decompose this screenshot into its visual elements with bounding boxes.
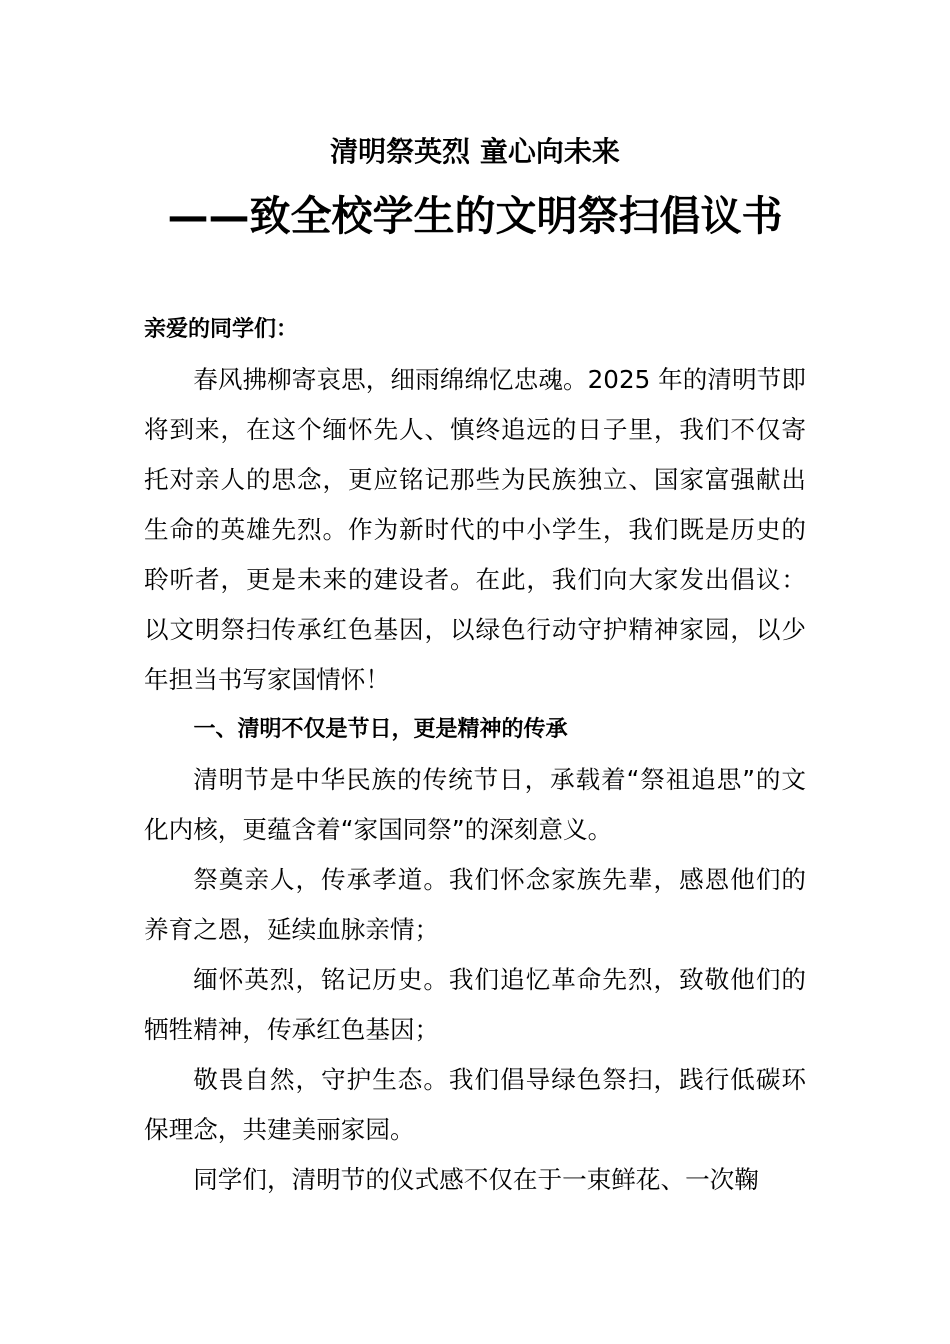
paragraph: 同学们，清明节的仪式感不仅在于一束鲜花、一次鞠 bbox=[193, 1165, 759, 1194]
paragraph: 祭奠亲人，传承孝道。我们怀念家族先辈，感恩他们的养育之恩，延续血脉亲情； bbox=[144, 865, 806, 944]
greeting: 亲爱的同学们： bbox=[144, 317, 299, 342]
document-title: 清明祭英烈 童心向未来 bbox=[330, 135, 620, 168]
paragraph: 敬畏自然，守护生态。我们倡导绿色祭扫，践行低碳环保理念，共建美丽家园。 bbox=[144, 1065, 806, 1144]
document-body bbox=[144, 305, 806, 1205]
paragraph-intro: 春风拂柳寄哀思，细雨绵绵忆忠魂。2025 年的清明节即将到来，在这个缅怀先人、慎终追远的日子里，我们不仅寄托对亲人的思念，更应铭记那些为民族独立、国家富强献出生命的英雄先烈。作为新时代的中小学生，我们既是历史的聆听者，更是未来的建设者。在此，我们向大家发出倡议：以文明祭扫传承红色基因，以绿色行动守护精神家园，以少年担当书写家国情怀！ bbox=[144, 365, 806, 694]
section-heading: 一、清明不仅是节日，更是精神的传承 bbox=[193, 717, 568, 742]
paragraph: 缅怀英烈，铭记历史。我们追忆革命先烈，致敬他们的牺牲精神，传承红色基因； bbox=[144, 965, 806, 1044]
paragraph: 清明节是中华民族的传统节日，承载着“祭祖追思”的文化内核，更蕴含着“家国同祭”的深刻意义。 bbox=[144, 765, 806, 844]
document-subtitle: ——致全校学生的文明祭扫倡议书 bbox=[167, 192, 783, 240]
